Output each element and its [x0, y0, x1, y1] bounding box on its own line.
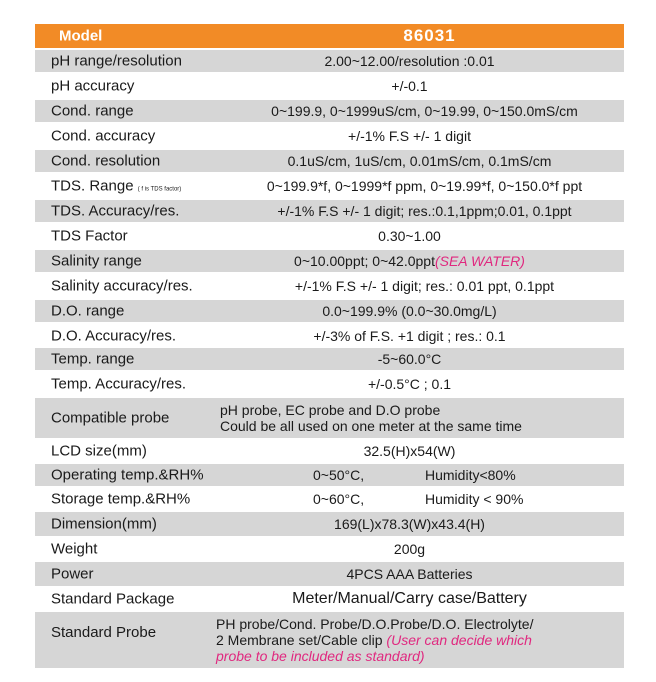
table-row — [35, 174, 624, 198]
row-label: Salinity range — [51, 252, 142, 270]
table-row — [35, 224, 624, 248]
row-value: +/-1% F.S +/- 1 digit — [348, 128, 471, 144]
user-choice-note-cont: probe to be included as standard) — [216, 648, 425, 664]
row-label: TDS. Accuracy/res. — [51, 202, 180, 220]
row-label: Standard Probe — [51, 624, 157, 641]
table-row — [35, 464, 624, 486]
row-value: -5~60.0°C — [377, 351, 442, 367]
table-row — [35, 74, 624, 98]
row-value: 0.1uS/cm, 1uS/cm, 0.01mS/cm, 0.1mS/cm — [287, 153, 552, 169]
table-row — [35, 274, 624, 298]
row-value: 2.00~12.00/resolution :0.01 — [324, 53, 495, 69]
row-label: Storage temp.&RH% — [51, 490, 191, 508]
row-label: TDS. Range ( f is TDS factor) — [51, 177, 182, 195]
tds-factor-note: ( f is TDS factor) — [137, 186, 182, 193]
table-row — [35, 440, 624, 462]
row-label: Cond. resolution — [51, 152, 161, 170]
row-label: pH range/resolution — [51, 52, 182, 70]
row-value-humidity: Humidity<80% — [425, 467, 516, 483]
table-row — [35, 538, 624, 560]
row-value: 200g — [393, 541, 426, 557]
table-row — [35, 398, 624, 438]
row-value: +/-0.1 — [391, 78, 428, 94]
row-value: 0.30~1.00 — [378, 228, 441, 244]
row-value: +/-0.5°C ; 0.1 — [367, 376, 452, 392]
row-value: +/-1% F.S +/- 1 digit; res.:0.1,1ppm;0.01, 0.1ppt — [277, 203, 572, 219]
model-value: 86031 — [403, 26, 456, 45]
table-row — [35, 200, 624, 222]
row-label: Operating temp.&RH% — [51, 466, 204, 484]
row-value: 0~199.9, 0~1999uS/cm, 0~19.99, 0~150.0mS/cm — [271, 103, 578, 119]
table-row — [35, 50, 624, 72]
table-row — [35, 512, 624, 536]
table-row — [35, 562, 624, 586]
row-label: TDS Factor — [51, 227, 128, 245]
row-value: 0~50°C, — [313, 467, 365, 483]
row-value: PH probe/Cond. Probe/D.O.Probe/D.O. Electrolyte/ 2 Membrane set/Cable clip (User can decide which probe to be included as standard) — [216, 616, 534, 664]
row-value: pH probe, EC probe and D.O probe Could be all used on one meter at the same time — [220, 402, 522, 434]
row-label: Cond. range — [51, 102, 134, 120]
table-row — [35, 324, 624, 348]
row-label: Standard Package — [51, 590, 175, 608]
row-label: D.O. range — [51, 302, 125, 320]
row-label: Weight — [51, 540, 98, 558]
row-value: 0.0~199.9% (0.0~30.0mg/L) — [322, 303, 497, 319]
table-row — [35, 612, 624, 668]
row-label: Temp. range — [51, 350, 135, 368]
row-label: Compatible probe — [51, 409, 170, 427]
row-label: Power — [51, 565, 94, 583]
table-row — [35, 150, 624, 172]
table-row — [35, 588, 624, 610]
row-value: 169(L)x78.3(W)x43.4(H) — [334, 516, 485, 532]
model-label: Model — [59, 27, 103, 45]
row-label: Cond. accuracy — [51, 127, 156, 145]
table-row — [35, 250, 624, 272]
row-value: 32.5(H)x54(W) — [363, 443, 456, 459]
row-value: 0~10.00ppt; 0~42.0ppt(SEA WATER) — [294, 253, 525, 269]
table-row — [35, 348, 624, 370]
user-choice-note: (User can decide which — [386, 632, 532, 648]
table-row — [35, 488, 624, 510]
table-row — [35, 372, 624, 396]
row-label: D.O. Accuracy/res. — [51, 327, 177, 345]
row-label: pH accuracy — [51, 77, 135, 95]
row-value: Meter/Manual/Carry case/Battery — [292, 590, 527, 607]
table-header-row — [35, 24, 624, 48]
row-value: 4PCS AAA Batteries — [346, 566, 473, 582]
row-value: 0~60°C, — [313, 491, 365, 507]
row-label: Dimension(mm) — [51, 515, 157, 533]
row-value: 0~199.9*f, 0~1999*f ppm, 0~19.99*f, 0~150.0*f ppt — [266, 178, 583, 194]
row-label: Salinity accuracy/res. — [51, 277, 193, 295]
row-value: +/-3% of F.S. +1 digit ; res.: 0.1 — [313, 328, 506, 344]
row-value: +/-1% F.S +/- 1 digit; res.: 0.01 ppt, 0.1ppt — [294, 278, 555, 294]
table-row — [35, 300, 624, 322]
row-value-humidity: Humidity < 90% — [425, 491, 524, 507]
row-label: Temp. Accuracy/res. — [51, 375, 187, 393]
table-row — [35, 100, 624, 122]
sea-water-note: (SEA WATER) — [434, 253, 525, 269]
row-label: LCD size(mm) — [51, 442, 147, 460]
table-row — [35, 124, 624, 148]
